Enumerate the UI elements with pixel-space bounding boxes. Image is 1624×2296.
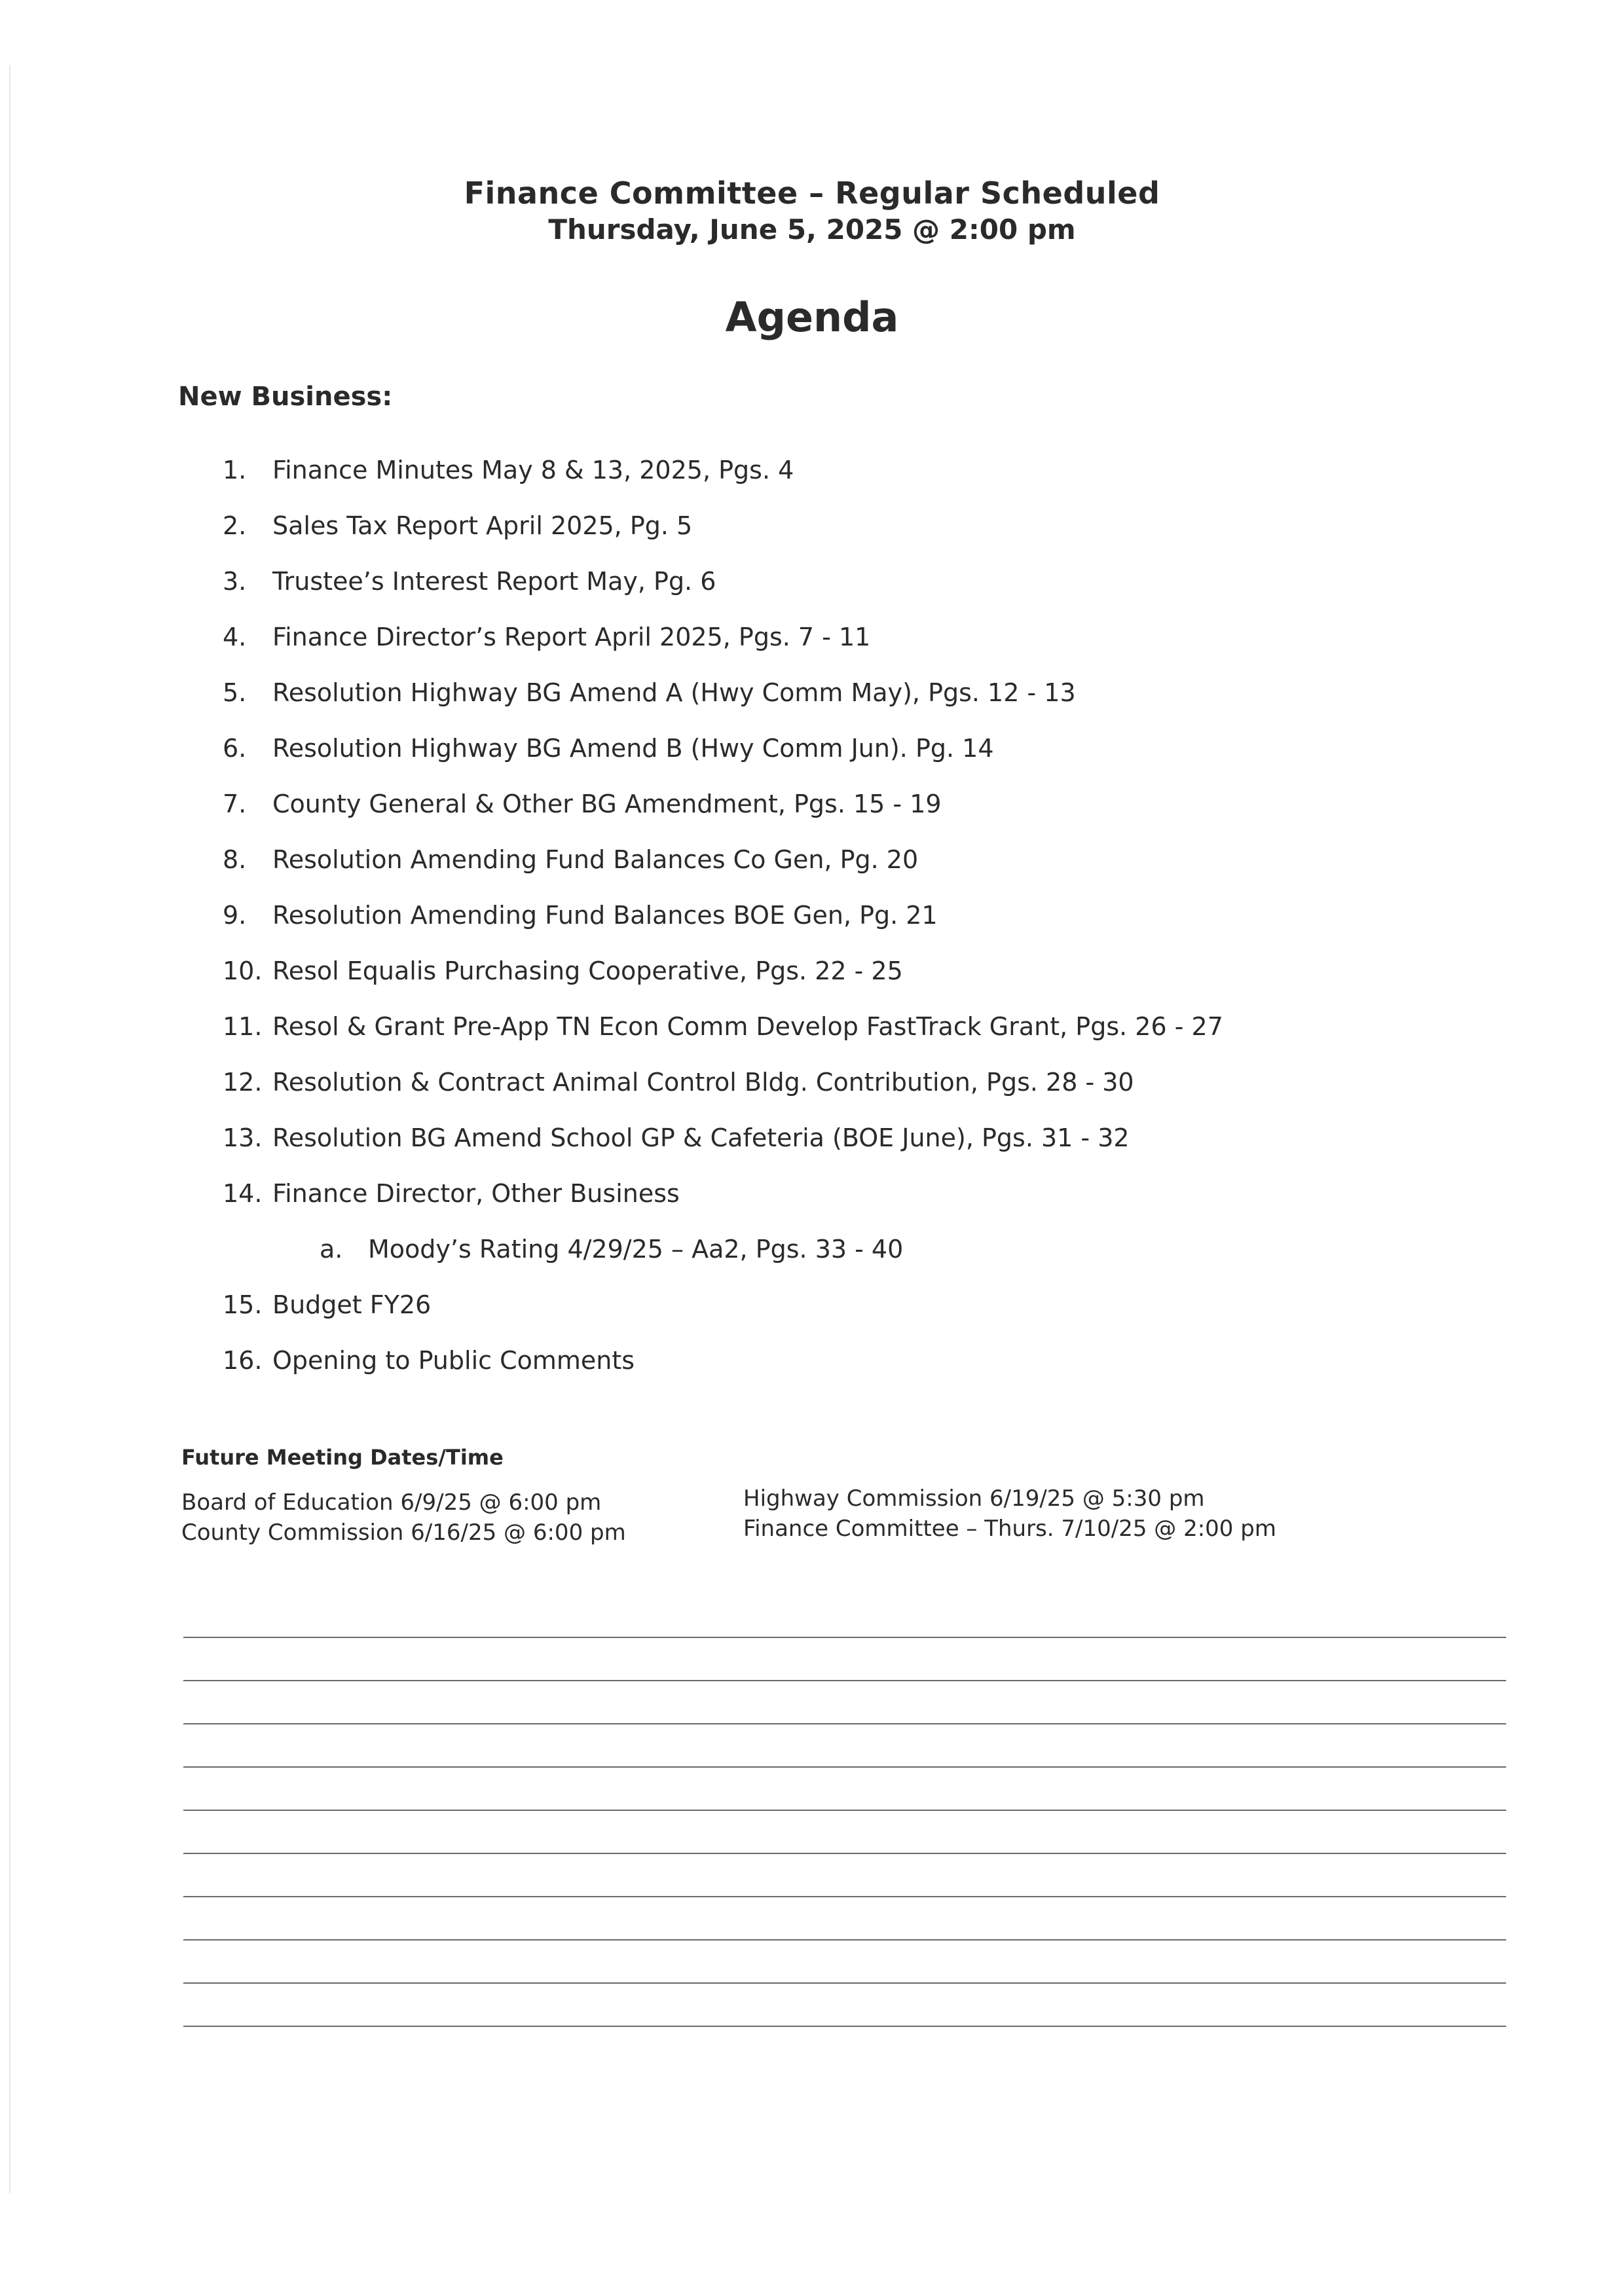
future-meetings-right-column [743,1484,1276,1544]
agenda-item-number: 16. [223,1346,263,1375]
agenda-item-number: 4. [223,623,247,651]
agenda-item-number: 8. [223,845,247,874]
agenda-item-number: 9. [223,901,247,930]
note-line [183,1810,1506,1811]
agenda-item-2 [223,511,1467,567]
agenda-item-text: Resolution Highway BG Amend A (Hwy Comm May), Pgs. 12 - 13 [272,678,1076,707]
note-line [183,1982,1506,1984]
agenda-item-7 [223,790,1467,845]
agenda-item-10 [223,957,1467,1012]
agenda-item-number: a. [320,1235,343,1264]
future-meetings-heading: Future Meeting Dates/Time [181,1445,504,1470]
agenda-item-3 [223,567,1467,623]
agenda-item-number: 10. [223,957,263,985]
agenda-item-text: Resolution BG Amend School GP & Cafeteria (BOE June), Pgs. 31 - 32 [272,1123,1130,1152]
agenda-item-number: 15. [223,1290,263,1319]
agenda-subitem-14a [223,1235,1467,1290]
agenda-title: Agenda [725,293,899,341]
note-line [183,1939,1506,1941]
future-meeting-entry: Highway Commission 6/19/25 @ 5:30 pm [743,1485,1205,1512]
agenda-item-text: Moody’s Rating 4/29/25 – Aa2, Pgs. 33 - 40 [368,1235,904,1264]
agenda-item-5 [223,678,1467,734]
agenda-item-number: 6. [223,734,247,763]
agenda-item-8 [223,845,1467,901]
agenda-item-number: 5. [223,678,247,707]
agenda-item-text: Sales Tax Report April 2025, Pg. 5 [272,511,693,540]
agenda-item-11 [223,1012,1467,1068]
agenda-item-text: Opening to Public Comments [272,1346,635,1375]
scan-edge-shadow [9,65,10,2193]
agenda-item-text: Resol & Grant Pre-App TN Econ Comm Develop FastTrack Grant, Pgs. 26 - 27 [272,1012,1223,1041]
agenda-item-9 [223,901,1467,957]
agenda-item-text: Finance Director, Other Business [272,1179,680,1208]
future-meetings-left-column [181,1487,626,1548]
agenda-item-1 [223,456,1467,511]
meeting-date-time: Thursday, June 5, 2025 @ 2:00 pm [548,213,1076,246]
note-line [183,1853,1506,1854]
agenda-item-number: 13. [223,1123,263,1152]
agenda-item-16 [223,1346,1467,1402]
committee-title: Finance Committee – Regular Scheduled [464,175,1160,211]
agenda-item-number: 12. [223,1068,263,1097]
agenda-item-number: 1. [223,456,247,484]
agenda-item-text: Resolution Highway BG Amend B (Hwy Comm Jun). Pg. 14 [272,734,994,763]
agenda-item-text: Trustee’s Interest Report May, Pg. 6 [272,567,716,596]
agenda-item-13 [223,1123,1467,1179]
future-meeting-entry: Board of Education 6/9/25 @ 6:00 pm [181,1489,602,1516]
future-meeting-entry: County Commission 6/16/25 @ 6:00 pm [181,1520,626,1546]
note-line [183,1723,1506,1724]
note-line [183,1637,1506,1638]
agenda-item-text: Resol Equalis Purchasing Cooperative, Pgs. 22 - 25 [272,957,903,985]
agenda-item-text: Resolution Amending Fund Balances Co Gen, Pg. 20 [272,845,919,874]
agenda-item-12 [223,1068,1467,1123]
note-line [183,1680,1506,1681]
agenda-item-4 [223,623,1467,678]
agenda-item-text: Budget FY26 [272,1290,432,1319]
future-meeting-entry: Finance Committee – Thurs. 7/10/25 @ 2:00 pm [743,1516,1276,1542]
agenda-item-14 [223,1179,1467,1235]
agenda-item-text: Finance Minutes May 8 & 13, 2025, Pgs. 4 [272,456,794,484]
notes-lines [183,1637,1506,2069]
agenda-item-number: 14. [223,1179,263,1208]
note-line [183,1766,1506,1768]
agenda-item-text: County General & Other BG Amendment, Pgs. 15 - 19 [272,790,942,818]
agenda-item-text: Resolution & Contract Animal Control Bldg. Contribution, Pgs. 28 - 30 [272,1068,1134,1097]
agenda-item-15 [223,1290,1467,1346]
agenda-item-number: 2. [223,511,247,540]
note-line [183,1896,1506,1897]
agenda-item-text: Finance Director’s Report April 2025, Pgs. 7 - 11 [272,623,871,651]
agenda-item-text: Resolution Amending Fund Balances BOE Gen, Pg. 21 [272,901,938,930]
agenda-item-number: 7. [223,790,247,818]
note-line [183,2026,1506,2027]
agenda-item-6 [223,734,1467,790]
new-business-heading: New Business: [178,382,393,412]
agenda-list [223,456,1467,1402]
agenda-item-number: 11. [223,1012,263,1041]
agenda-item-number: 3. [223,567,247,596]
